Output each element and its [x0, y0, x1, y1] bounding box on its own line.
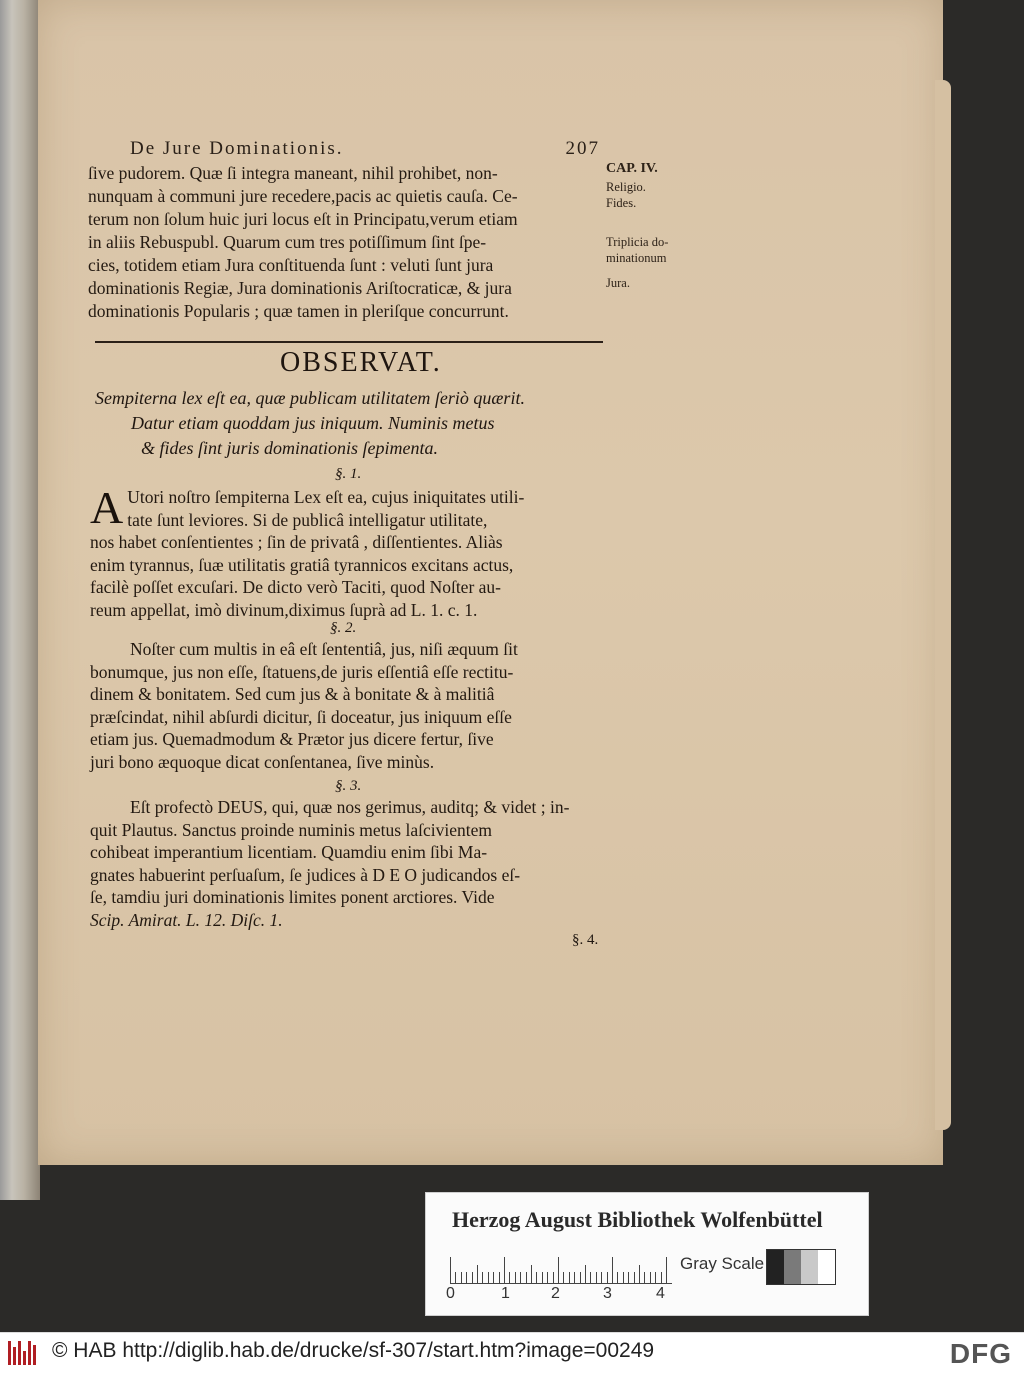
ruler-number: 4: [656, 1285, 665, 1302]
text-line: facilè poſſet excuſari. De dicto verò Taciti, quod Noſter au-: [90, 577, 502, 598]
library-color-card: [425, 1192, 869, 1316]
margin-note: Jura.: [606, 276, 630, 290]
ruler-tick: [644, 1272, 645, 1283]
text-line: terum non ſolum huic juri locus eſt in Principatu,verum etiam: [88, 209, 518, 229]
gray-scale-label: Gray Scale: [680, 1254, 765, 1273]
ruler-tick: [472, 1272, 473, 1283]
ruler-tick: [661, 1272, 662, 1283]
ruler-tick: [461, 1272, 462, 1283]
logo-bar: [18, 1341, 21, 1365]
text-line: juri bono æquoque dicat conſentanea, ſive minùs.: [90, 751, 435, 772]
text-line: dominationis Popularis ; quæ tamen in pleriſque concurrunt.: [88, 301, 509, 321]
ruler-tick: [563, 1272, 564, 1283]
text-line: in aliis Rebuspubl. Quarum cum tres potiſſimum ſint ſpe-: [88, 232, 487, 252]
ruler-tick: [515, 1272, 516, 1283]
ruler-tick: [574, 1272, 575, 1283]
observat-summary: [95, 386, 610, 461]
ruler-tick: [580, 1272, 581, 1283]
ruler-tick: [617, 1272, 618, 1283]
ruler-tick: [466, 1272, 467, 1283]
ruler-tick: [450, 1257, 451, 1283]
logo-bar: [13, 1347, 16, 1365]
ruler-tick: [650, 1272, 651, 1283]
ruler-tick: [455, 1272, 456, 1283]
text-line: nunquam à communi jure recedere,pacis ac quietis cauſa. Ce-: [88, 186, 518, 206]
margin-note: Religio.: [606, 180, 646, 194]
ruler-tick: [612, 1257, 613, 1283]
text-line: quit Plautus. Sanctus proinde numinis metus laſcivientem: [90, 819, 492, 840]
measurement-ruler: [450, 1255, 672, 1284]
summary-line: & fides ſint juris dominationis ſepimenta.: [141, 438, 438, 458]
text-line: cies, totidem etiam Jura conſtituenda ſunt : veluti ſunt jura: [88, 255, 494, 275]
ruler-tick: [628, 1272, 629, 1283]
text-line: dinem & bonitatem. Sed cum jus & à bonitate & à malitiâ: [90, 684, 495, 705]
section-label: §. 2.: [330, 620, 357, 636]
observat-heading: OBSERVAT.: [280, 347, 442, 378]
text-line: gnates habuerint perſuaſum, ſe judices à D E O judicandos eſ-: [90, 864, 521, 885]
ruler-tick: [666, 1257, 667, 1283]
ruler-tick: [607, 1272, 608, 1283]
ruler-tick: [493, 1272, 494, 1283]
ruler-tick: [504, 1257, 505, 1283]
dfg-logo: DFG: [949, 1338, 1012, 1369]
ruler-tick: [590, 1272, 591, 1283]
text-line: Noſter cum multis in eâ eſt ſententiâ, jus, niſi æquum ſit: [130, 639, 518, 659]
binding-edge: [0, 0, 40, 1200]
logo-bar: [28, 1341, 31, 1365]
ruler-tick: [601, 1272, 602, 1283]
ruler-tick: [488, 1272, 489, 1283]
text-line: dominationis Regiæ, Jura dominationis Ariſtocraticæ, & jura: [88, 278, 512, 298]
margin-note: Fides.: [606, 196, 637, 210]
margin-note: Triplicia do-: [606, 235, 669, 249]
text-line: nos habet conſentientes ; ſin de privatâ , diſſentientes. Aliàs: [90, 532, 503, 553]
text-line: ſive pudorem. Quæ ſi integra maneant, nihil prohibet, non-: [88, 163, 498, 183]
section-label: §. 1.: [335, 466, 362, 482]
hab-logo-icon: [8, 1341, 38, 1365]
ruler-number: 1: [501, 1285, 510, 1302]
horizontal-rule: [95, 341, 603, 343]
text-line: cohibeat imperantium licentiam. Quamdiu enim ſibi Ma-: [90, 842, 488, 863]
library-name: Herzog August Bibliothek Wolfenbüttel: [452, 1207, 823, 1232]
gray-scale-swatches: [766, 1249, 836, 1285]
gray-swatch: [784, 1250, 801, 1284]
running-head-title: De Jure Dominationis.: [130, 138, 344, 159]
ruler-tick: [585, 1265, 586, 1283]
gray-swatch: [801, 1250, 818, 1284]
ruler-tick: [531, 1265, 532, 1283]
ruler-tick: [509, 1272, 510, 1283]
ruler-tick: [482, 1272, 483, 1283]
section-3-text: [90, 796, 610, 932]
running-head: [130, 138, 600, 160]
text-line: præſcindat, nihil abſurdi dicitur, ſi doceatur, jus iniquum eſſe: [90, 706, 512, 727]
ruler-number: 0: [446, 1285, 455, 1302]
logo-bar: [8, 1341, 11, 1365]
text-line: reum appellat, imò divinum,diximus ſuprà ad L. 1. c. 1.: [90, 599, 478, 620]
ruler-tick: [558, 1257, 559, 1283]
ruler-number: 3: [603, 1285, 612, 1302]
text-line: bonumque, jus non eſſe, ſtatuens,de juris eſſentiâ eſſe rectitu-: [90, 661, 514, 682]
text-line: Utori noſtro ſempiterna Lex eſt ea, cujus iniquitates utili-: [127, 487, 525, 507]
summary-line: Datur etiam quoddam jus iniquum. Numinis metus: [131, 413, 495, 433]
gray-swatch: [767, 1250, 784, 1284]
section-label: §. 3.: [335, 778, 362, 794]
gray-swatch: [818, 1250, 835, 1284]
page-number: 207: [565, 138, 600, 159]
ruler-tick: [553, 1272, 554, 1283]
ruler-tick: [634, 1272, 635, 1283]
ruler-number: 2: [551, 1285, 560, 1302]
ruler-tick: [536, 1272, 537, 1283]
text-line: Eſt profectò DEUS, qui, quæ nos gerimus, auditq; & videt ; in-: [130, 797, 570, 817]
ruler-tick: [520, 1272, 521, 1283]
ruler-tick: [623, 1272, 624, 1283]
logo-bar: [33, 1345, 36, 1365]
text-line: Scip. Amirat. L. 12. Diſc. 1.: [90, 909, 283, 930]
section-1-text: [90, 482, 610, 622]
text-line: ſe, tamdiu juri dominationis limites ponent arctiores. Vide: [90, 887, 495, 908]
ruler-tick: [499, 1272, 500, 1283]
ruler-tick: [477, 1265, 478, 1283]
text-line: tate ſunt leviores. Si de publicâ intelligatur utilitate,: [127, 509, 488, 530]
catchword: §. 4.: [572, 932, 599, 948]
logo-bar: [23, 1351, 26, 1365]
ruler-tick: [569, 1272, 570, 1283]
section-2-text: [90, 638, 610, 774]
text-line: etiam jus. Quemadmodum & Prætor jus dicere fertur, ſive: [90, 729, 494, 750]
ruler-tick: [639, 1265, 640, 1283]
ruler-tick: [655, 1272, 656, 1283]
summary-line: Sempiterna lex eſt ea, quæ publicam utilitatem ſeriò quærit.: [95, 388, 525, 408]
body-text: [88, 162, 603, 323]
drop-cap: A: [90, 482, 124, 533]
footer-bar: [0, 1332, 1024, 1373]
margin-note: minationum: [606, 251, 667, 265]
ruler-tick: [547, 1272, 548, 1283]
footer-credit-link[interactable]: © HAB http://diglib.hab.de/drucke/sf-307/start.htm?image=00249: [52, 1339, 655, 1362]
ruler-tick: [596, 1272, 597, 1283]
ruler-tick: [526, 1272, 527, 1283]
margin-note-chapter: CAP. IV.: [606, 161, 658, 176]
ruler-tick: [542, 1272, 543, 1283]
text-line: enim tyrannus, ſuæ utilitatis gratiâ tyrannicos excitans actus,: [90, 554, 514, 575]
